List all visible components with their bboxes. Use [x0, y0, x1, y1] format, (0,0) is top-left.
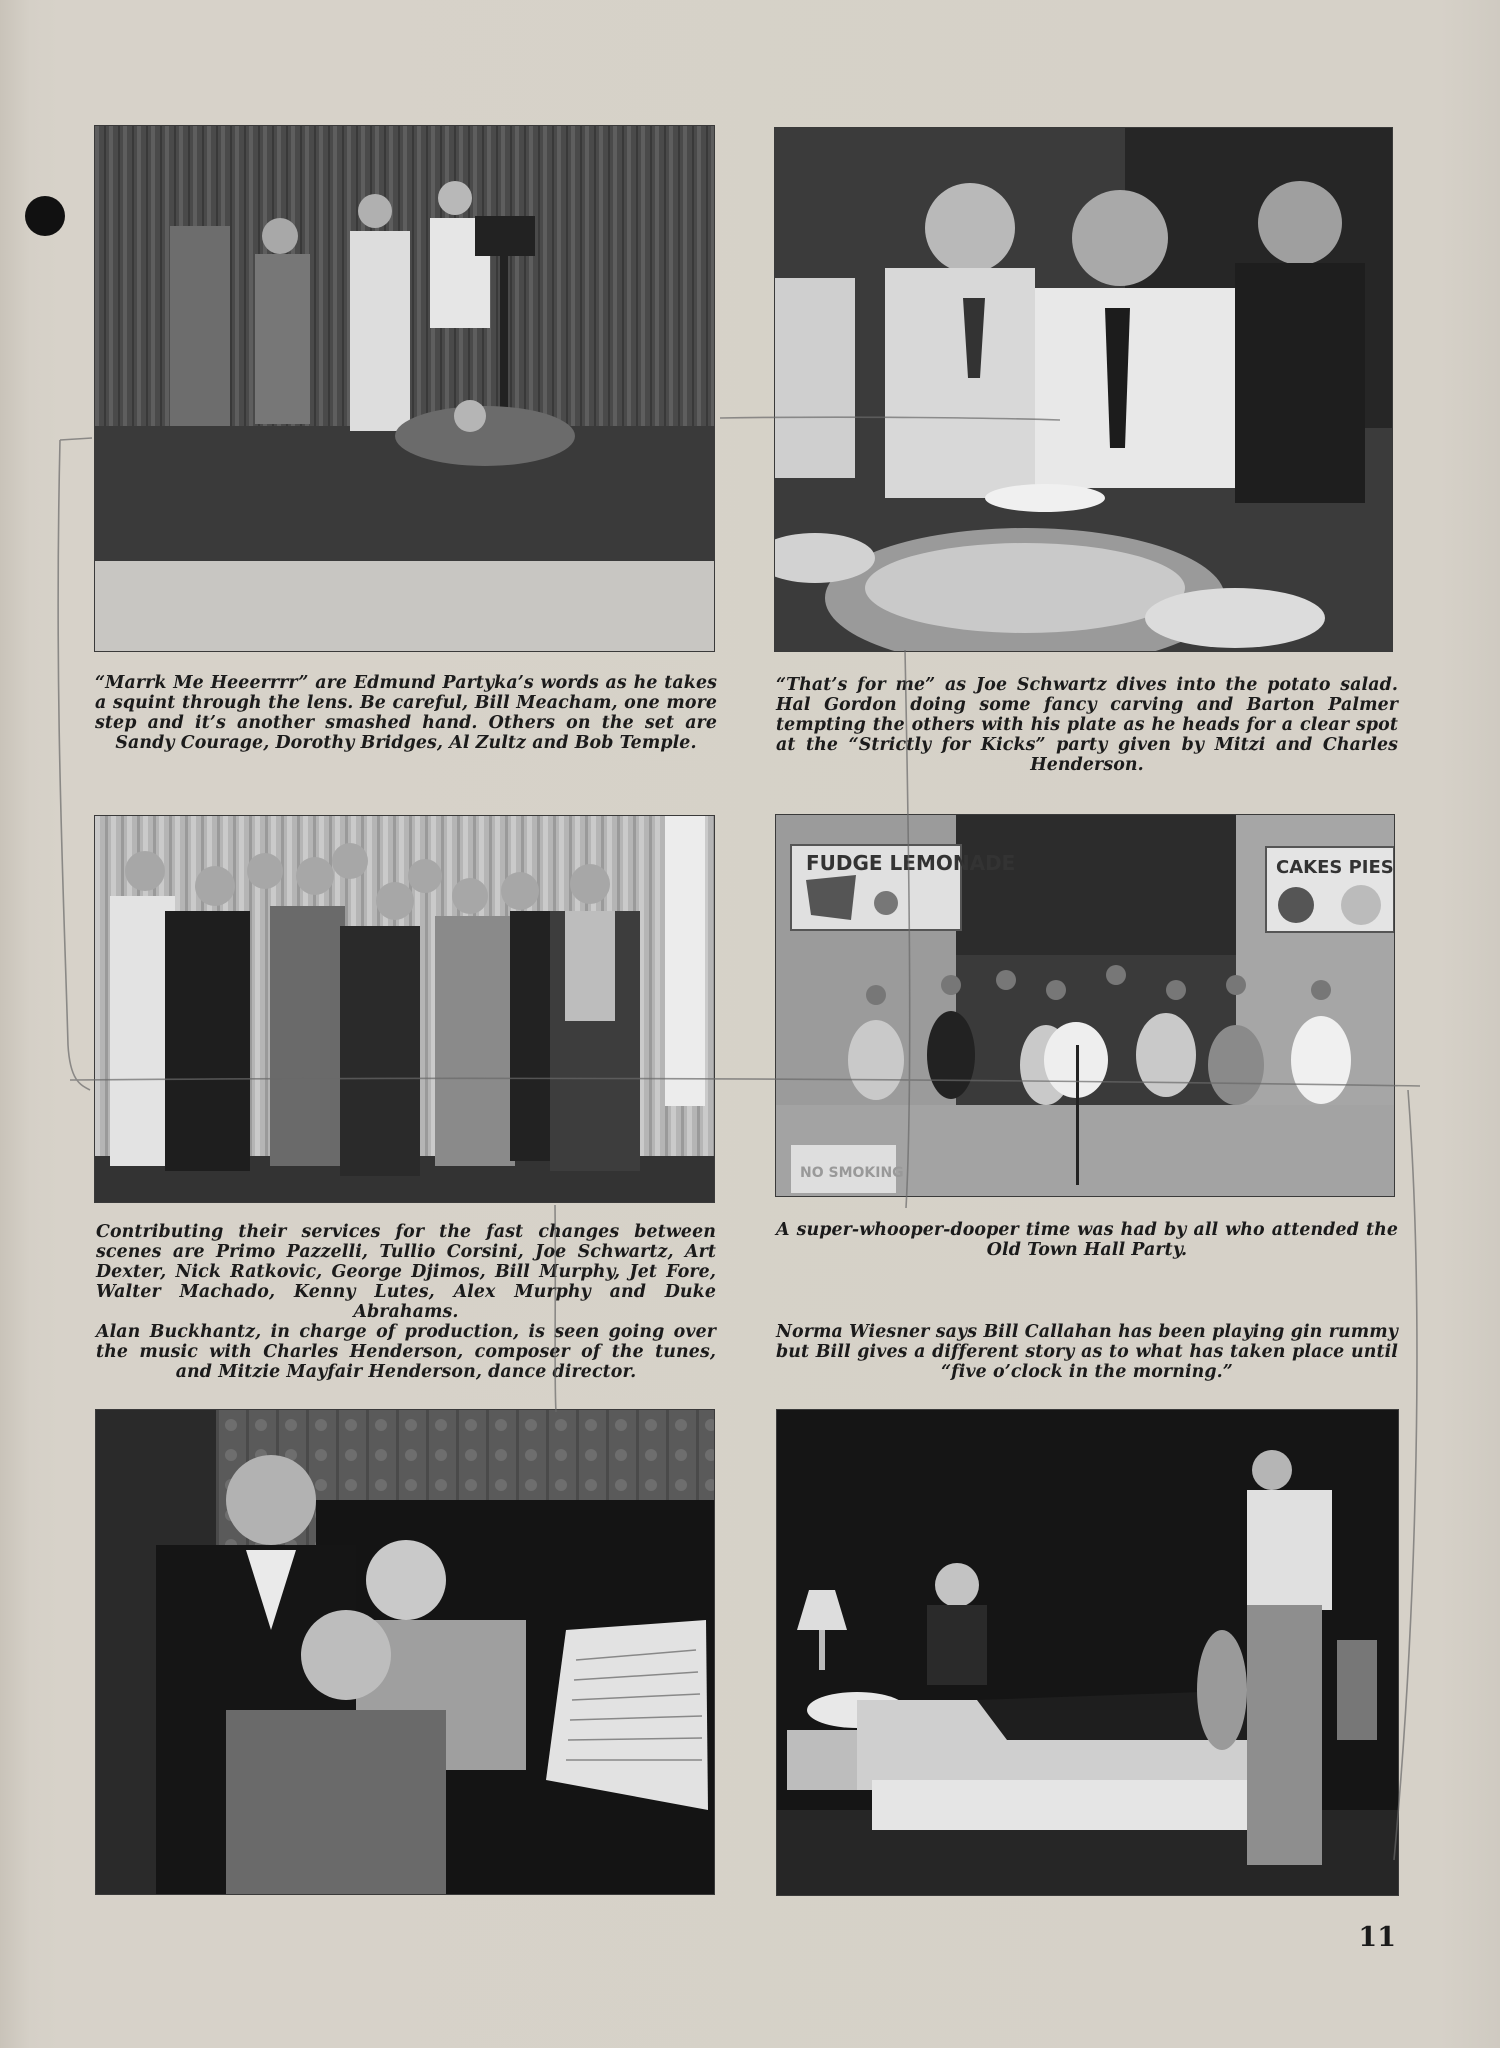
photo-camera-set — [95, 126, 714, 651]
sign-no-smoking: NO SMOKING — [800, 1165, 904, 1181]
photo-bed-scene — [777, 1410, 1398, 1895]
caption-music-review: Alan Buckhantz, in charge of production, is seen going over the music with Charles Henderson, composer of the tunes, and Mitzie Mayfair Henderson, dance director. — [96, 1322, 716, 1382]
caption-gin-rummy: Norma Wiesner says Bill Callahan has been playing gin rummy but Bill gives a different story as to what has taken place until “five o’clock in the morning.” — [776, 1322, 1398, 1382]
caption-town-hall-party: A super-whooper-dooper time was had by all who attended the Old Town Hall Party. — [776, 1220, 1398, 1260]
caption-stage-crew: Contributing their services for the fast changes between scenes are Primo Pazzelli, Tullio Corsini, Joe Schwartz, Art Dexter, Nick Ratkovic, George Djimos, Bill Murphy, Jet Fore, Walter Machado, Kenny Lutes, Alex Murphy and Duke Abrahams. — [96, 1222, 716, 1322]
sign-cakes-pies: CAKES PIES — [1276, 857, 1394, 878]
sign-fudge-lemonade: FUDGE LEMONADE — [806, 851, 1016, 875]
caption-camera-set: “Marrk Me Heeerrrr” are Edmund Partyka’s words as he takes a squint through the lens. Be careful, Bill Meacham, one more step and it’s another smashed hand. Others on the set are Sandy Courage, Dorothy Bridges, Al Zultz and Bob Temple. — [95, 673, 717, 753]
binder-punch-hole — [25, 196, 65, 236]
photo-potato-salad — [775, 128, 1392, 651]
photo-town-hall-party — [776, 815, 1394, 1196]
photo-stage-crew — [95, 816, 714, 1202]
photo-piano-music — [96, 1410, 714, 1894]
page-number: 11 — [1358, 1922, 1396, 1953]
caption-potato-salad: “That’s for me” as Joe Schwartz dives into the potato salad. Hal Gordon doing some fancy carving and Barton Palmer tempting the others with his plate as he heads for a clear spot at the “Strictly for Kicks” party given by Mitzi and Charles Henderson. — [776, 675, 1398, 775]
